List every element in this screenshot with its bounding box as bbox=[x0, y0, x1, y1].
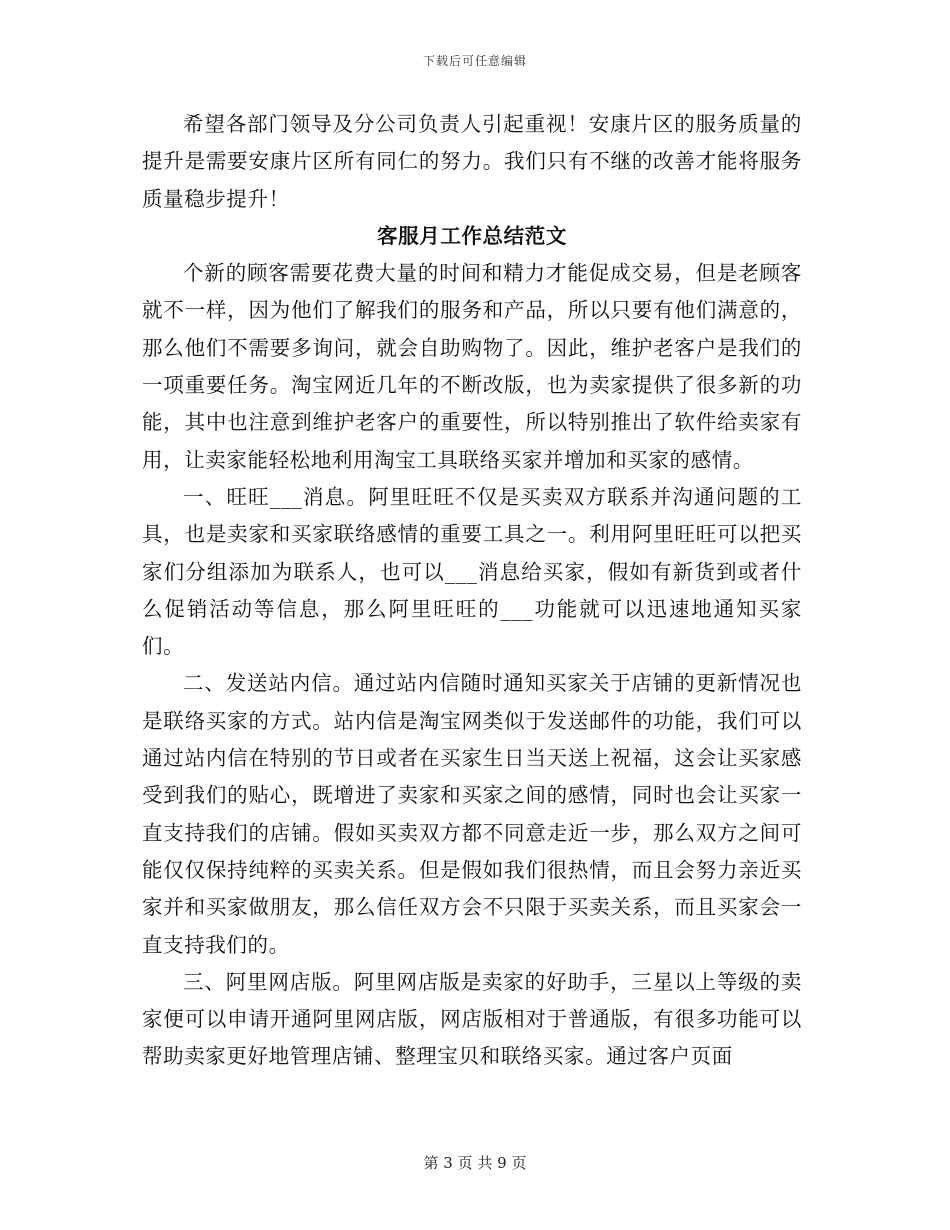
page-header: 下载后可任意编辑 bbox=[422, 54, 527, 68]
body-paragraph-2: 一、旺旺___消息。阿里旺旺不仅是买卖双方联系并沟通问题的工具，也是卖家和买家联络感情的重要工具之一。利用阿里旺旺可以把买家们分组添加为联系人，也可以___消息给买家，假如有新货到或者什么促销活动等信息，那么阿里旺旺的___功能就可以迅速地通知买家们。 bbox=[142, 484, 802, 659]
body-paragraph-4: 三、阿里网店版。阿里网店版是卖家的好助手，三星以上等级的卖家便可以申请开通阿里网店版，网店版相对于普通版，有很多功能可以帮助卖家更好地管理店铺、整理宝贝和联络买家。通过客户页面 bbox=[142, 969, 802, 1069]
page-footer: 第 3 页 共 9 页 bbox=[423, 1154, 527, 1172]
body-paragraph-3: 二、发送站内信。通过站内信随时通知买家关于店铺的更新情况也是联络买家的方式。站内信是淘宝网类似于发送邮件的功能，我们可以通过站内信在特别的节日或者在买家生日当天送上祝福，这会让买家感受到我们的贴心，既增进了卖家和买家之间的感情，同时也会让买家一直支持我们的店铺。假如买卖双方都不同意走近一步，那么双方之间可能仅仅保持纯粹的买卖关系。但是假如我们很热情，而且会努力亲近买家并和买家做朋友，那么信任双方会不只限于买卖关系，而且买家会一直支持我们的。 bbox=[142, 671, 802, 957]
section-title: 客服月工作总结范文 bbox=[377, 223, 567, 248]
document-body bbox=[142, 106, 802, 1076]
body-paragraph-1: 个新的顾客需要花费大量的时间和精力才能促成交易，但是老顾客就不一样，因为他们了解我们的服务和产品，所以只要有他们满意的，那么他们不需要多询问，就会自助购物了。因此，维护老客户是我们的一项重要任务。淘宝网近几年的不断改版，也为卖家提供了很多新的功能，其中也注意到维护老客户的重要性，所以特别推出了软件给卖家有用，让卖家能轻松地利用淘宝工具联络买家并增加和买家的感情。 bbox=[142, 261, 802, 472]
intro-paragraph: 希望各部门领导及分公司负责人引起重视！安康片区的服务质量的提升是需要安康片区所有同仁的努力。我们只有不继的改善才能将服务质量稳步提升！ bbox=[142, 112, 802, 211]
